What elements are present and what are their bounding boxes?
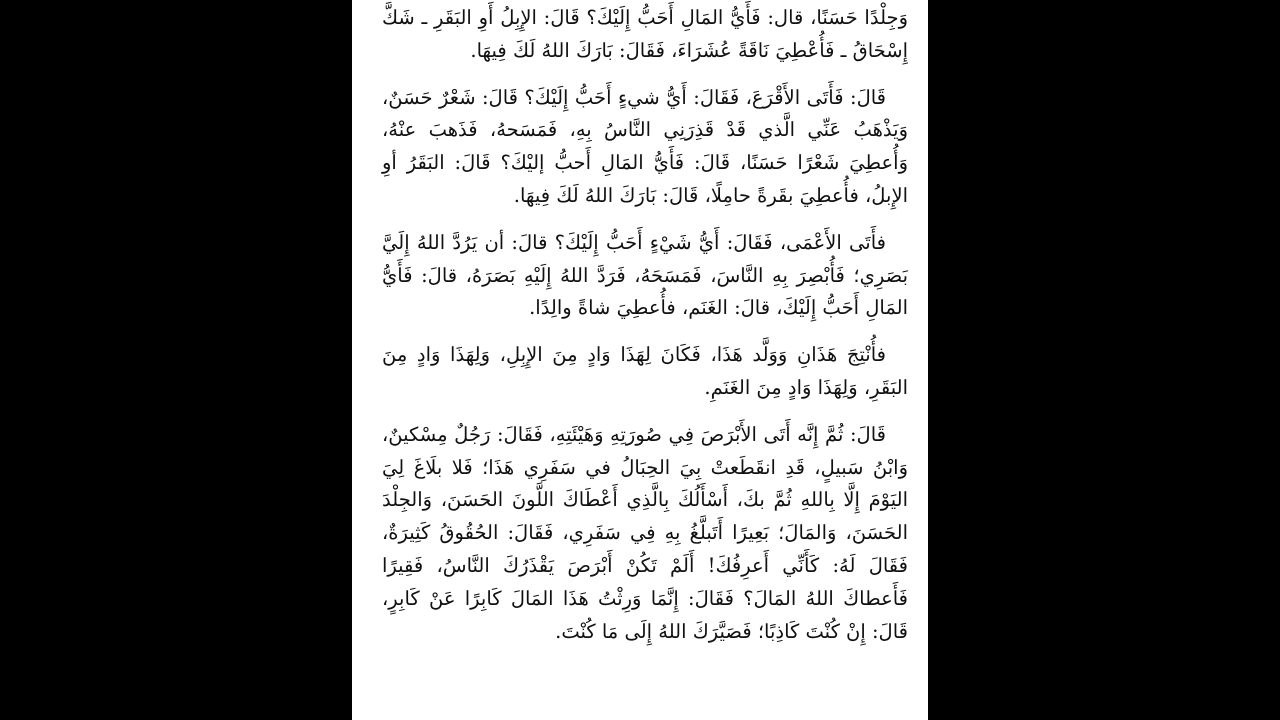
paragraph-1: وَجِلْدًا حَسَنًا، قال: فَأَيُّ المَالِ أَحَبُّ إِلَيْكَ؟ قَالَ: الإِبِلُ أَوِ البَقَرِ ـ شَكَّ إِسْحَاقُ ـ فَأُعْطِيَ نَاقَةً عُشَرَاءَ، فَقَالَ: بَارَكَ اللهُ لَكَ فِيهَا. — [382, 6, 908, 62]
paragraph-2: قَالَ: فَأَتَى الأَقْرَعَ، فَقَالَ: أَيُّ شيءٍ أَحَبُّ إِلَيْكَ؟ قَالَ: شَعْرٌ حَسَنٌ، وَيَذْهَبُ عَنِّي الَّذي قَدْ قَذِرَنِي النَّاسُ بِهِ، فَمَسَحهُ، فَذَهبَ عنْهُ، وَأُعطِيَ شَعْرًا حَسَنًا، قَالَ: فَأَيُّ المَالِ أَحبُّ إليْكَ؟ قَالَ: البَقَرُ أوِ الإِبلُ، فأُعطِيَ بقَرةً حامِلًا، قَالَ: بَارَكَ اللهُ لَكَ فِيهَا. — [382, 85, 908, 207]
paragraph-5: قَالَ: ثُمَّ إِنَّه أَتَى الأَبْرَصَ فِي صُورَتِهِ وَهَيْئَتِهِ، فَقَالَ: رَجُلٌ مِسْكينٌ، وَابْنُ سَبيلٍ، قَدِ انقَطَعتْ بِيَ الحِبَالُ في سَفَرِي هَذَا؛ فَلا بلَاغَ لِيَ اليَوْمَ إِلَّا بِاللهِ ثُمَّ بكَ، أَسْأَلُكَ بِالَّذِي أَعْطَاكَ اللَّونَ الحَسَنَ، وَالجِلْدَ الحَسَنَ، وَالمَالَ؛ بَعِيرًا أَتَبلَّغُ بِهِ فِي سَفَرِي، فَقَالَ: الحُقُوقُ كَثِيرَةٌ، فَقَالَ لَهُ: كَأَنِّي أَعرِفُكَ! أَلَمْ تَكُنْ أَبْرَصَ يَقْذَرُكَ النَّاسُ، فَقِيرًا فَأَعطاكَ اللهُ المَالَ؟ فَقَالَ: إِنَّمَا وَرِثْتُ هَذَا المَالَ كَابِرًا عَنْ كَابِرٍ، قَالَ: إِنْ كُنْتَ كَاذِبًا؛ فَصَيَّرَكَ اللهُ إِلَى مَا كُنْتَ. — [382, 422, 908, 643]
paragraph-4: فأُنْتِجَ هَذَانِ وَوَلَّد هَذَا، فَكَانَ لِهَذَا وَادٍ مِنَ الإِبِلِ، وَلِهَذَا وَادٍ مِنَ البَقَرِ، وَلِهَذَا وَادٍ مِنَ الغَنَمِ. — [382, 343, 908, 399]
paragraph-3: فأَتَى الأَعْمَى، فَقَالَ: أَيُّ شَيْءٍ أَحَبُّ إِلَيْكَ؟ قالَ: أن يَرُدَّ اللهُ إِلَيَّ بَصَرِي؛ فَأُبْصِرَ بِهِ النَّاسَ، فَمَسَحَهُ، فَرَدَّ اللهُ إِلَيْهِ بَصَرَهُ، قالَ: فَأَيُّ المَالِ أَحَبُّ إِلَيْكَ، قالَ: الغَنَم، فأُعطِيَ شاةً والِدًا. — [382, 230, 908, 320]
page-text — [382, 2, 908, 662]
book-page — [352, 0, 928, 720]
